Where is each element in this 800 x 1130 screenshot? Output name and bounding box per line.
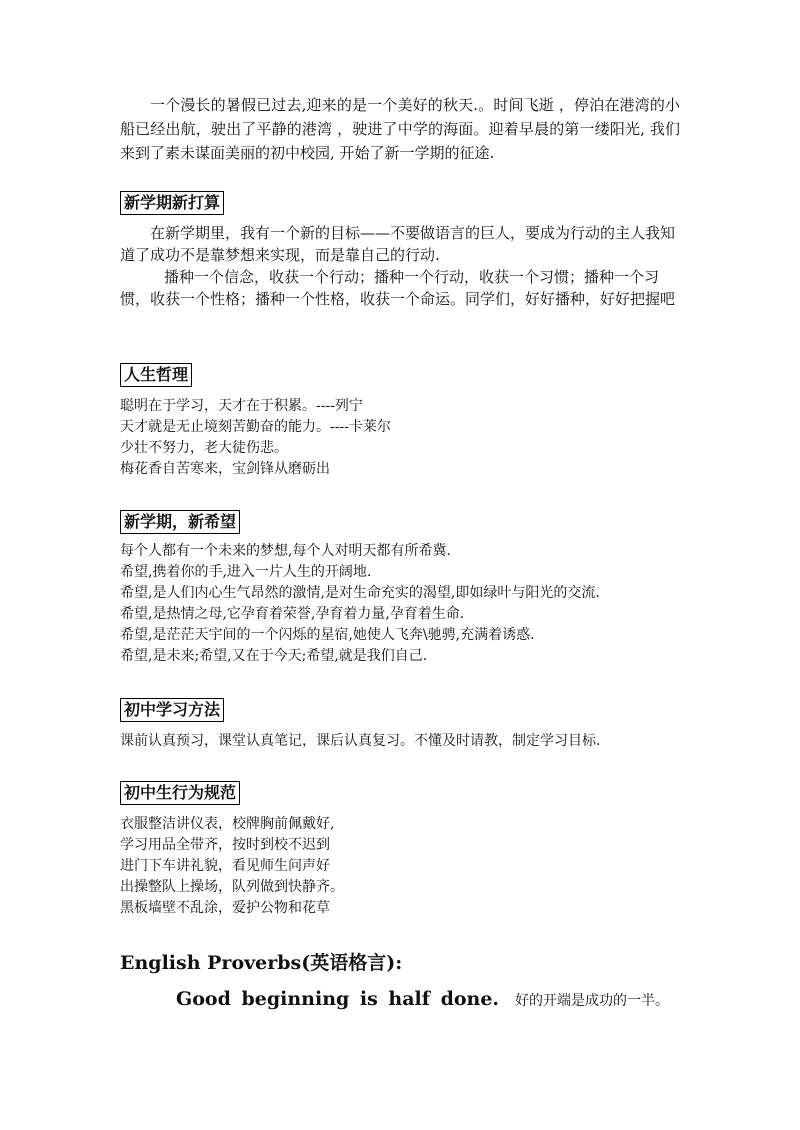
list-item: 少壮不努力，老大徒伤悲。 [120, 440, 288, 456]
heading-new-semester-plan: 新学期新打算 [120, 191, 224, 215]
hope-list [120, 541, 700, 667]
list-item: 学习用品全带齐，按时到校不迟到 [120, 837, 330, 853]
list-item: 梅花香自苦寒来，宝剑锋从磨砺出 [120, 461, 330, 477]
list-item: 每个人都有一个未来的梦想,每个人对明天都有所希冀. [120, 543, 451, 559]
proverb-line [176, 988, 669, 1010]
list-item: 聪明在于学习，天才在于积累。----列宁 [120, 398, 363, 414]
heading-new-hope: 新学期，新希望 [120, 510, 240, 534]
heading-behavior-norms: 初中生行为规范 [120, 781, 240, 805]
proverb-chinese: 好的开端是成功的一半。 [515, 993, 670, 1009]
philosophy-list [120, 396, 700, 480]
behavior-norms-list [120, 814, 700, 919]
list-item: 希望,是未来;希望,又在于今天;希望,就是我们自己. [120, 648, 428, 664]
proverb-english: Good beginning is half done. [176, 988, 500, 1010]
list-item: 天才就是无止境刻苦勤奋的能力。----卡莱尔 [120, 419, 391, 435]
intro-paragraph: 一个漫长的暑假已过去,迎来的是一个美好的秋天.。时间飞逝 ，停泊在港湾的小船已经出航，驶出了平静的港湾 ，驶进了中学的海面。迎着早晨的第一缕阳光, 我们来到了素未谋面美丽的初中校园, 开始了新一学期的征途. [120, 96, 680, 162]
list-item: 衣服整洁讲仪表，校牌胸前佩戴好, [120, 816, 335, 832]
list-item: 希望,携着你的手,进入一片人生的开阔地. [120, 564, 372, 580]
list-item: 进门下车讲礼貌，看见师生问声好 [120, 858, 330, 874]
list-item: 课前认真预习，课堂认真笔记，课后认真复习。不懂及时请教，制定学习目标. [120, 733, 601, 749]
study-methods-list [120, 731, 700, 752]
list-item: 希望,是茫茫天宇间的一个闪烁的星宿,她使人飞奔\驰骋,充满着诱惑. [120, 627, 535, 643]
list-item: 希望,是热情之母,它孕育着荣誉,孕育着力量,孕育着生命. [120, 606, 465, 622]
list-item: 出操整队上操场，队列做到快静齐。 [120, 879, 344, 895]
heading-study-methods: 初中学习方法 [120, 698, 224, 722]
list-item: 黑板墙壁不乱涂，爱护公物和花草 [120, 900, 330, 916]
list-item: 希望,是人们内心生气昂然的激情,是对生命充实的渴望,即如绿叶与阳光的交流. [120, 585, 600, 601]
heading-life-philosophy: 人生哲理 [120, 363, 192, 387]
plan-paragraph-2: 播种一个信念，收获一个行动；播种一个行动，收获一个习惯；播种一个习惯，收获一个性格；播种一个性格，收获一个命运。同学们，好好播种，好好把握吧 [120, 268, 676, 308]
english-proverbs-title: English Proverbs(英语格言): [120, 952, 403, 974]
plan-paragraph-1: 在新学期里，我有一个新的目标——不要做语言的巨人，要成为行动的主人我知道了成功不是靠梦想来实现，而是靠自己的行动. [120, 224, 676, 264]
